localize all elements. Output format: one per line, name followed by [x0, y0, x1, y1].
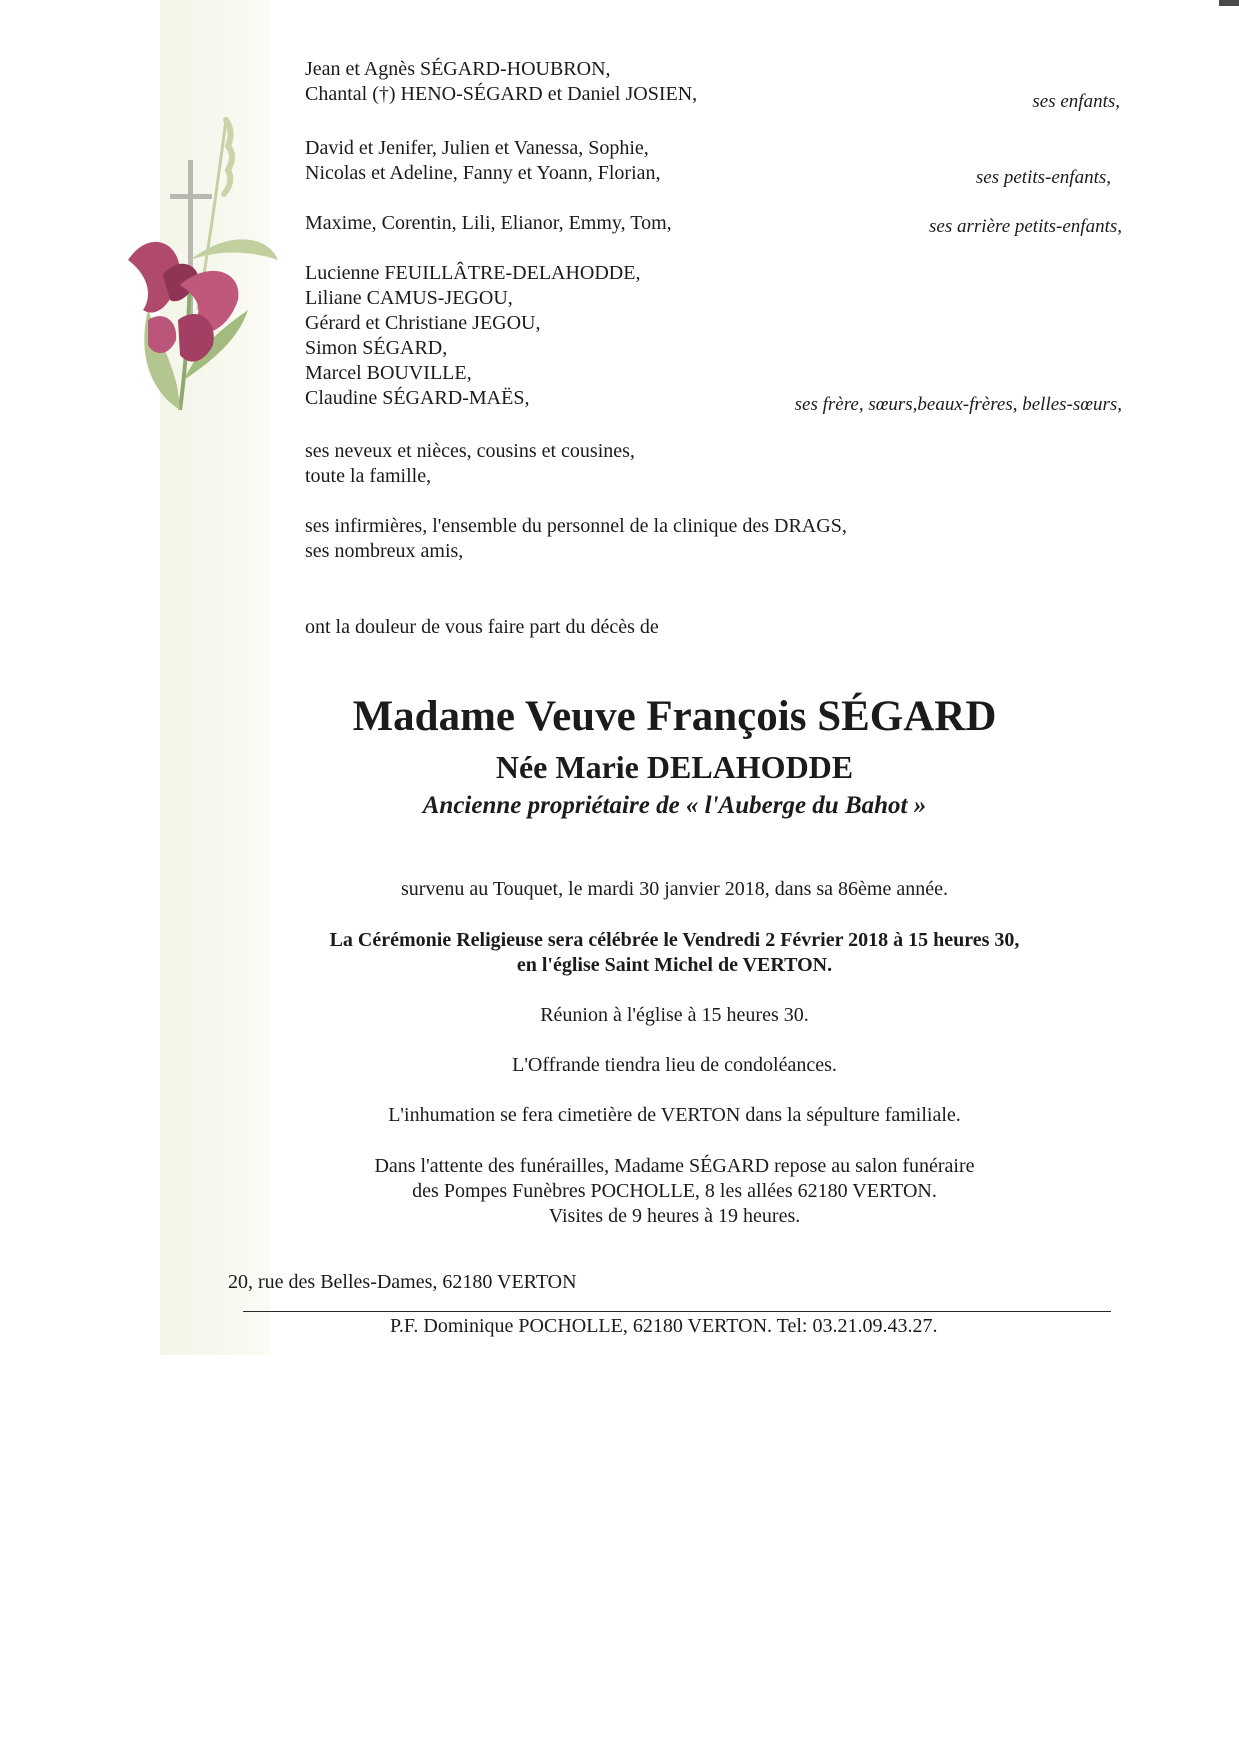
family-line: Jean et Agnès SÉGARD-HOUBRON,	[305, 58, 611, 80]
page-corner-mark	[1219, 0, 1239, 6]
deceased-birth-name: Née Marie DELAHODDE	[495, 749, 854, 785]
family-group-extended	[305, 439, 635, 489]
family-line: Claudine SÉGARD-MAËS,	[305, 387, 530, 409]
ceremony-line-2: en l'église Saint Michel de VERTON.	[516, 954, 833, 976]
family-line: Gérard et Christiane JEGOU,	[305, 312, 541, 334]
family-line: toute la famille,	[305, 465, 432, 487]
announcement-intro: ont la douleur de vous faire part du décès de	[305, 616, 659, 638]
burial-info: L'inhumation se fera cimetière de VERTON dans la sépulture familiale.	[388, 1104, 961, 1126]
deceased-name: Madame Veuve François SÉGARD	[352, 693, 997, 740]
family-group-carers-friends	[305, 514, 847, 564]
family-line: Lucienne FEUILLÂTRE-DELAHODDE,	[305, 262, 641, 284]
family-group-grandchildren	[305, 136, 661, 186]
family-group-great-grandchildren	[305, 211, 672, 236]
family-line: Chantal (†) HENO-SÉGARD et Daniel JOSIEN,	[305, 83, 698, 105]
footer-divider	[243, 1311, 1111, 1312]
family-address: 20, rue des Belles-Dames, 62180 VERTON	[228, 1271, 577, 1293]
family-line: ses neveux et nièces, cousins et cousines,	[305, 440, 635, 462]
family-line: Simon SÉGARD,	[305, 337, 448, 359]
reunion-info: Réunion à l'église à 15 heures 30.	[540, 1004, 809, 1026]
family-line: Maxime, Corentin, Lili, Elianor, Emmy, Tom,	[305, 212, 672, 234]
rest-line-2: des Pompes Funèbres POCHOLLE, 8 les allées 62180 VERTON.	[412, 1180, 937, 1202]
deceased-title: Ancienne propriétaire de « l'Auberge du Bahot »	[422, 792, 927, 819]
relation-label-children: ses enfants,	[1032, 91, 1120, 112]
family-line: ses nombreux amis,	[305, 540, 464, 562]
offering-info: L'Offrande tiendra lieu de condoléances.	[512, 1054, 837, 1076]
family-group-siblings	[305, 261, 640, 411]
relation-label-great-grandchildren: ses arrière petits-enfants,	[929, 216, 1122, 237]
family-line: ses infirmières, l'ensemble du personnel de la clinique des DRAGS,	[305, 515, 847, 537]
rest-line-1: Dans l'attente des funérailles, Madame SÉGARD repose au salon funéraire	[374, 1155, 975, 1177]
relation-label-siblings: ses frère, sœurs,beaux-frères, belles-sœurs,	[794, 394, 1122, 415]
family-line: David et Jenifer, Julien et Vanessa, Sophie,	[305, 137, 649, 159]
death-details: survenu au Touquet, le mardi 30 janvier 2018, dans sa 86ème année.	[401, 878, 948, 900]
family-line: Nicolas et Adeline, Fanny et Yoann, Florian,	[305, 162, 661, 184]
funeral-home-footer: P.F. Dominique POCHOLLE, 62180 VERTON. Tel: 03.21.09.43.27.	[390, 1315, 938, 1337]
relation-label-grandchildren: ses petits-enfants,	[975, 167, 1111, 188]
family-line: Liliane CAMUS-JEGOU,	[305, 287, 513, 309]
family-group-children	[305, 57, 697, 107]
family-line: Marcel BOUVILLE,	[305, 362, 472, 384]
rest-line-3: Visites de 9 heures à 19 heures.	[548, 1205, 801, 1227]
ceremony-line-1: La Cérémonie Religieuse sera célébrée le Vendredi 2 Février 2018 à 15 heures 30,	[329, 929, 1020, 951]
cross-and-lily-decoration	[118, 110, 288, 480]
